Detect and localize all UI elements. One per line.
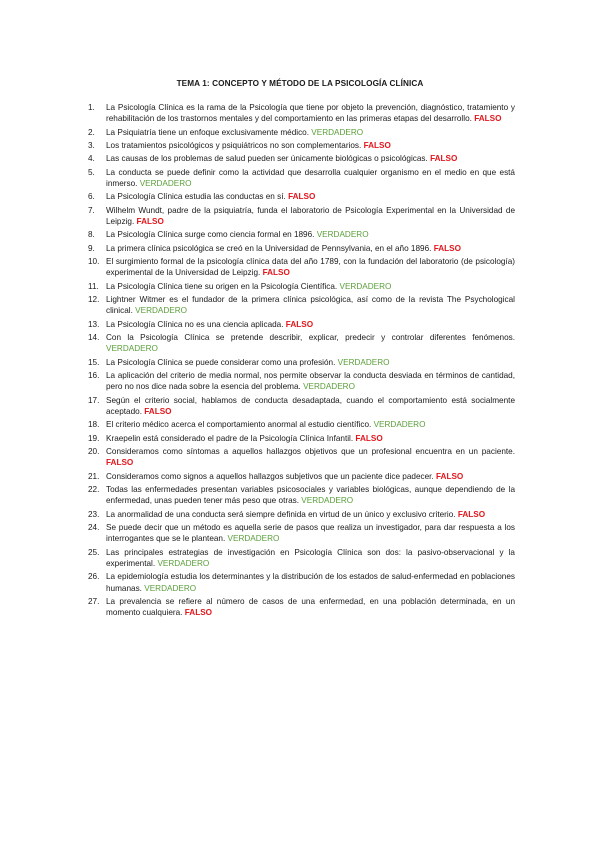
item-number: 18. bbox=[88, 420, 100, 430]
item-number: 14. bbox=[88, 332, 100, 342]
item-text: La Psicología Clínica se puede considerar como una profesión. bbox=[106, 357, 336, 367]
item-text: Se puede decir que un método es aquella serie de pasos que realiza un investigador, para dar respuesta a los interrogantes que se le plantean. bbox=[106, 522, 515, 544]
item-text: La Psiquiatría tiene un enfoque exclusivamente médico. bbox=[106, 127, 309, 137]
answer-label: VERDADERO bbox=[373, 420, 426, 430]
answer-label: FALSO bbox=[288, 192, 316, 202]
item-text: La primera clínica psicológica se creó en la Universidad de Pennsylvania, en el año 1896. bbox=[106, 243, 432, 253]
list-item bbox=[88, 127, 515, 138]
item-number: 16. bbox=[88, 370, 100, 380]
item-number: 7. bbox=[88, 205, 95, 215]
list-item bbox=[88, 294, 515, 317]
item-text: Con la Psicología Clínica se pretende describir, explicar, predecir y controlar diferentes fenómenos. bbox=[106, 332, 515, 342]
question-list bbox=[88, 102, 515, 621]
item-text: Todas las enfermedades presentan variables psicosociales y variables biológicas, aunque dependiendo de la enfermedad, unas pueden tener más peso que otras. bbox=[106, 484, 515, 506]
item-number: 25. bbox=[88, 547, 100, 557]
item-text: El surgimiento formal de la psicología clínica data del año 1789, con la fundación del laboratorio (de psicología) experimental de la Universidad de Leipzig. bbox=[106, 256, 515, 278]
list-item bbox=[88, 419, 515, 430]
item-number: 1. bbox=[88, 103, 95, 112]
answer-label: FALSO bbox=[106, 458, 134, 468]
item-text: Consideramos como signos a aquellos hallazgos subjetivos que un paciente dice padecer. bbox=[106, 471, 434, 481]
answer-label: FALSO bbox=[457, 509, 486, 519]
item-number: 20. bbox=[88, 446, 100, 456]
item-number: 9. bbox=[88, 243, 95, 253]
item-number: 8. bbox=[88, 230, 95, 240]
answer-label: FALSO bbox=[430, 154, 458, 164]
item-number: 17. bbox=[88, 395, 100, 405]
item-text: La prevalencia se refiere al número de casos de una enfermedad, en una población determinada, en un momento cualquiera. bbox=[106, 597, 515, 618]
item-number: 21. bbox=[88, 471, 100, 481]
list-item bbox=[88, 484, 515, 507]
answer-label: VERDADERO bbox=[139, 179, 192, 188]
item-number: 22. bbox=[88, 484, 100, 494]
answer-label: VERDADERO bbox=[106, 344, 158, 354]
item-text: La Psicología Clínica estudia las conductas en sí. bbox=[106, 192, 286, 202]
item-number: 6. bbox=[88, 192, 95, 202]
item-number: 27. bbox=[88, 597, 100, 606]
list-item bbox=[88, 191, 515, 202]
list-item bbox=[88, 229, 515, 240]
answer-label: FALSO bbox=[474, 114, 502, 124]
item-number: 15. bbox=[88, 357, 100, 367]
item-text: La Psicología Clínica es la rama de la Psicología que tiene por objeto la prevención, diagnóstico, tratamiento y rehabilitación de los trastornos mentales y del comportamiento en las primeras etapas del desarrollo. bbox=[106, 103, 515, 124]
item-text: La epidemiología estudia los determinantes y la distribución de los estados de salud-enfermedad en poblaciones humanas. bbox=[106, 572, 515, 593]
item-text: Según el criterio social, hablamos de conducta desadaptada, cuando el comportamiento está socialmente aceptado. bbox=[106, 395, 515, 416]
list-item bbox=[88, 596, 515, 619]
item-text: Consideramos como síntomas a aquellos hallazgos objetivos que un profesional encuentra en un paciente. bbox=[106, 446, 515, 456]
item-number: 4. bbox=[88, 154, 95, 164]
list-item bbox=[88, 205, 515, 228]
item-number: 12. bbox=[88, 294, 100, 304]
list-item bbox=[88, 102, 515, 125]
item-text: La anormalidad de una conducta será siempre definida en virtud de un único y exclusivo criterio. bbox=[106, 509, 456, 519]
list-item bbox=[88, 243, 515, 254]
list-item bbox=[88, 446, 515, 469]
item-number: 2. bbox=[88, 127, 95, 137]
list-item bbox=[88, 509, 515, 520]
answer-label: FALSO bbox=[136, 217, 164, 226]
list-item bbox=[88, 319, 515, 330]
item-text: Lightner Witmer es el fundador de la primera clínica psicológica, así como de la revista The Psychological clinical. bbox=[106, 294, 515, 316]
item-text: La conducta se puede definir como la actividad que desarrolla cualquier organismo en el medio en que está inmerso. bbox=[106, 167, 515, 188]
item-number: 26. bbox=[88, 572, 100, 582]
list-item bbox=[88, 256, 515, 279]
answer-label: FALSO bbox=[355, 433, 383, 443]
item-text: La Psicología Clínica no es una ciencia aplicada. bbox=[106, 319, 284, 329]
answer-label: FALSO bbox=[262, 268, 290, 278]
answer-label: VERDADERO bbox=[339, 281, 392, 291]
answer-label: FALSO bbox=[433, 243, 461, 253]
page-title: TEMA 1: CONCEPTO Y MÉTODO DE LA PSICOLOGÍA CLÍNICA bbox=[176, 79, 424, 88]
list-item bbox=[88, 357, 515, 368]
list-item bbox=[88, 281, 515, 292]
answer-label: FALSO bbox=[363, 141, 391, 150]
item-text: Wilhelm Wundt, padre de la psiquiatría, funda el laboratorio de Psicología Experimental en la Universidad de Leipzig. bbox=[106, 205, 515, 226]
item-text: La Psicología Clínica surge como ciencia formal en 1896. bbox=[106, 230, 315, 240]
list-item bbox=[88, 153, 515, 164]
list-item bbox=[88, 370, 515, 393]
list-item bbox=[88, 522, 515, 545]
item-text: Las principales estrategias de investigación en Psicología Clínica son dos: la pasivo-observacional y la experimental. bbox=[106, 547, 515, 568]
list-item bbox=[88, 571, 515, 594]
item-number: 23. bbox=[88, 509, 100, 519]
item-number: 11. bbox=[88, 281, 99, 291]
answer-label: FALSO bbox=[144, 407, 172, 416]
item-number: 19. bbox=[88, 433, 100, 443]
item-number: 10. bbox=[88, 256, 100, 266]
item-text: El criterio médico acerca el comportamiento anormal al estudio científico. bbox=[106, 420, 372, 430]
list-item bbox=[88, 547, 515, 570]
answer-label: FALSO bbox=[285, 319, 314, 329]
answer-label: FALSO bbox=[184, 608, 213, 618]
answer-label: VERDADERO bbox=[157, 559, 210, 568]
list-item bbox=[88, 433, 515, 444]
answer-label: VERDADERO bbox=[316, 230, 369, 240]
answer-label: VERDADERO bbox=[135, 306, 188, 316]
list-item bbox=[88, 395, 515, 418]
list-item bbox=[88, 140, 515, 151]
item-text: La Psicología Clínica tiene su origen en la Psicología Científica. bbox=[106, 281, 338, 291]
answer-label: VERDADERO bbox=[311, 127, 364, 137]
list-item bbox=[88, 167, 515, 190]
item-text: La aplicación del criterio de media normal, nos permite observar la conducta desviada en términos de cantidad, pero no nos dice nada sobre la esencia del problema. bbox=[106, 370, 515, 392]
item-number: 13. bbox=[88, 319, 100, 329]
answer-label: FALSO bbox=[436, 471, 464, 481]
item-number: 5. bbox=[88, 167, 95, 177]
answer-label: VERDADERO bbox=[301, 496, 354, 506]
item-number: 3. bbox=[88, 141, 95, 150]
answer-label: VERDADERO bbox=[144, 583, 197, 593]
item-text: Los tratamientos psicológicos y psiquiátricos no son complementarios. bbox=[106, 141, 362, 150]
list-item bbox=[88, 471, 515, 482]
item-number: 24. bbox=[88, 522, 100, 532]
list-item bbox=[88, 332, 515, 355]
answer-label: VERDADERO bbox=[337, 357, 390, 367]
item-text: Kraepelin está considerado el padre de la Psicología Clínica Infantil. bbox=[106, 433, 354, 443]
answer-label: VERDADERO bbox=[227, 534, 280, 544]
item-text: Las causas de los problemas de salud pueden ser únicamente biológicas o psicológicas. bbox=[106, 154, 428, 164]
answer-label: VERDADERO bbox=[303, 382, 355, 392]
